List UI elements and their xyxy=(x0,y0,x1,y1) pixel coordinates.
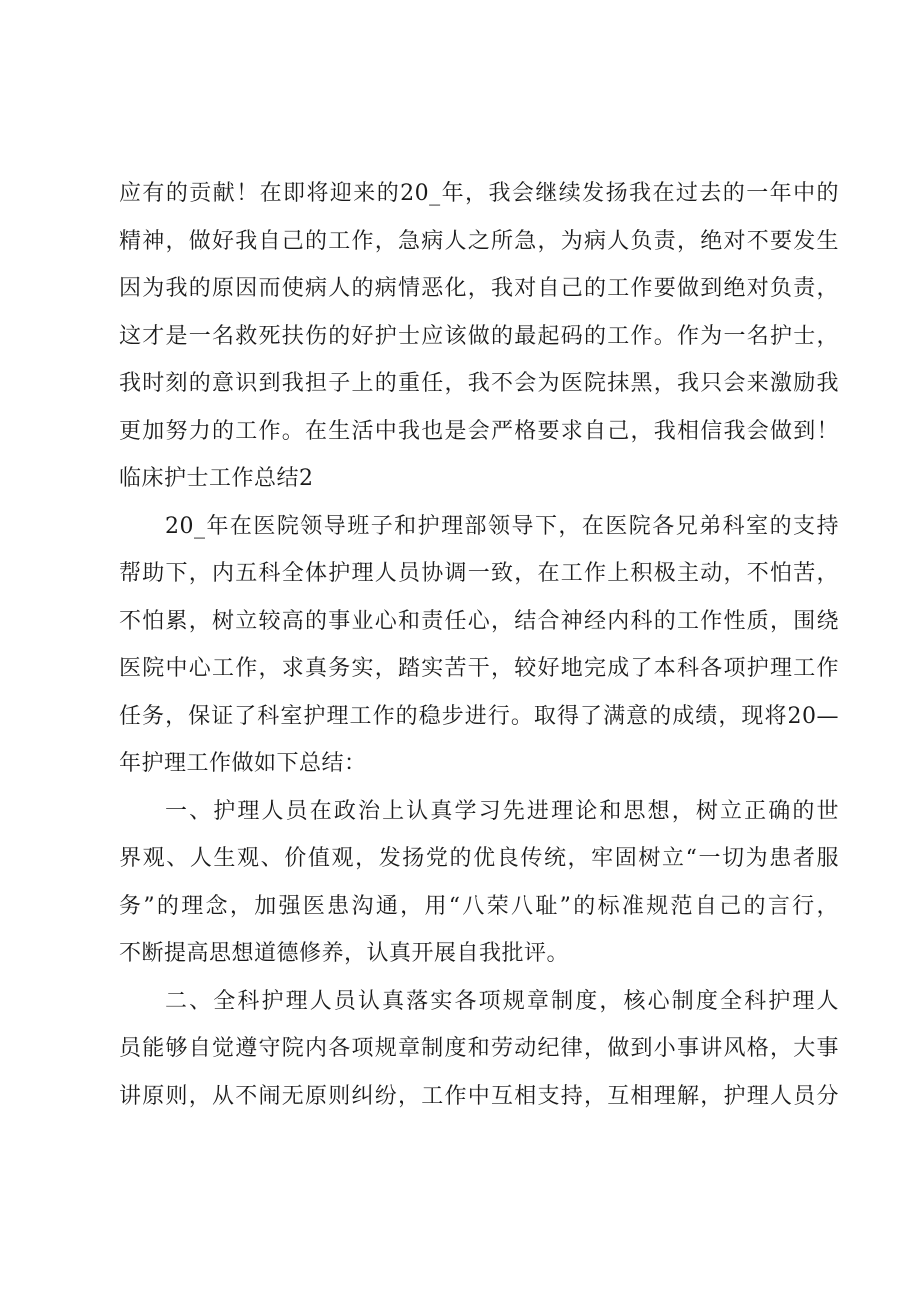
text-line: 界观、人生观、价值观，发扬党的优良传统，牢固树立“一切为患者服 xyxy=(119,846,839,871)
text-line: 精神，做好我自己的工作，急病人之所急，为病人负责，绝对不要发生 xyxy=(119,228,839,254)
document-body xyxy=(119,170,839,1120)
text-line: 帮助下，内五科全体护理人员协调一致，在工作上积极主动，不怕苦， xyxy=(119,561,839,586)
text-line: 因为我的原因而使病人的病情恶化，我对自己的工作要做到绝对负责， xyxy=(119,276,839,301)
text-line: 不断提高思想道德修养，认真开展自我批评。 xyxy=(119,941,570,966)
text-line: 务”的理念，加强医患沟通，用“八荣八耻”的标准规范自己的言行， xyxy=(119,893,839,919)
text-line: 员能够自觉遵守院内各项规章制度和劳动纪律，做到小事讲风格，大事 xyxy=(119,1036,839,1061)
text-line: 一、护理人员在政治上认真学习先进理论和思想，树立正确的世 xyxy=(165,798,839,824)
text-line: 任务，保证了科室护理工作的稳步进行。取得了满意的成绩，现将20— xyxy=(119,703,839,729)
text-line: 年护理工作做如下总结： xyxy=(119,751,367,776)
text-line: 二、全科护理人员认真落实各项规章制度，核心制度全科护理人 xyxy=(165,988,839,1014)
text-line: 20_年在医院领导班子和护理部领导下，在医院各兄弟科室的支持 xyxy=(165,513,839,539)
text-line: 这才是一名救死扶伤的好护士应该做的最起码的工作。作为一名护士， xyxy=(119,323,839,349)
text-line: 更加努力的工作。在生活中我也是会严格要求自己，我相信我会做到！ xyxy=(119,418,839,444)
text-line: 医院中心工作，求真务实，踏实苦干，较好地完成了本科各项护理工作 xyxy=(119,656,839,681)
text-line: 讲原则，从不闹无原则纠纷，工作中互相支持，互相理解，护理人员分 xyxy=(119,1083,839,1109)
text-line: 不怕累，树立较高的事业心和责任心，结合神经内科的工作性质，围绕 xyxy=(119,608,839,634)
section-heading: 临床护士工作总结2 xyxy=(119,466,314,491)
text-line: 应有的贡献！在即将迎来的20_年，我会继续发扬我在过去的一年中的 xyxy=(119,181,839,206)
text-line: 我时刻的意识到我担子上的重任，我不会为医院抹黑，我只会来激励我 xyxy=(119,371,839,396)
